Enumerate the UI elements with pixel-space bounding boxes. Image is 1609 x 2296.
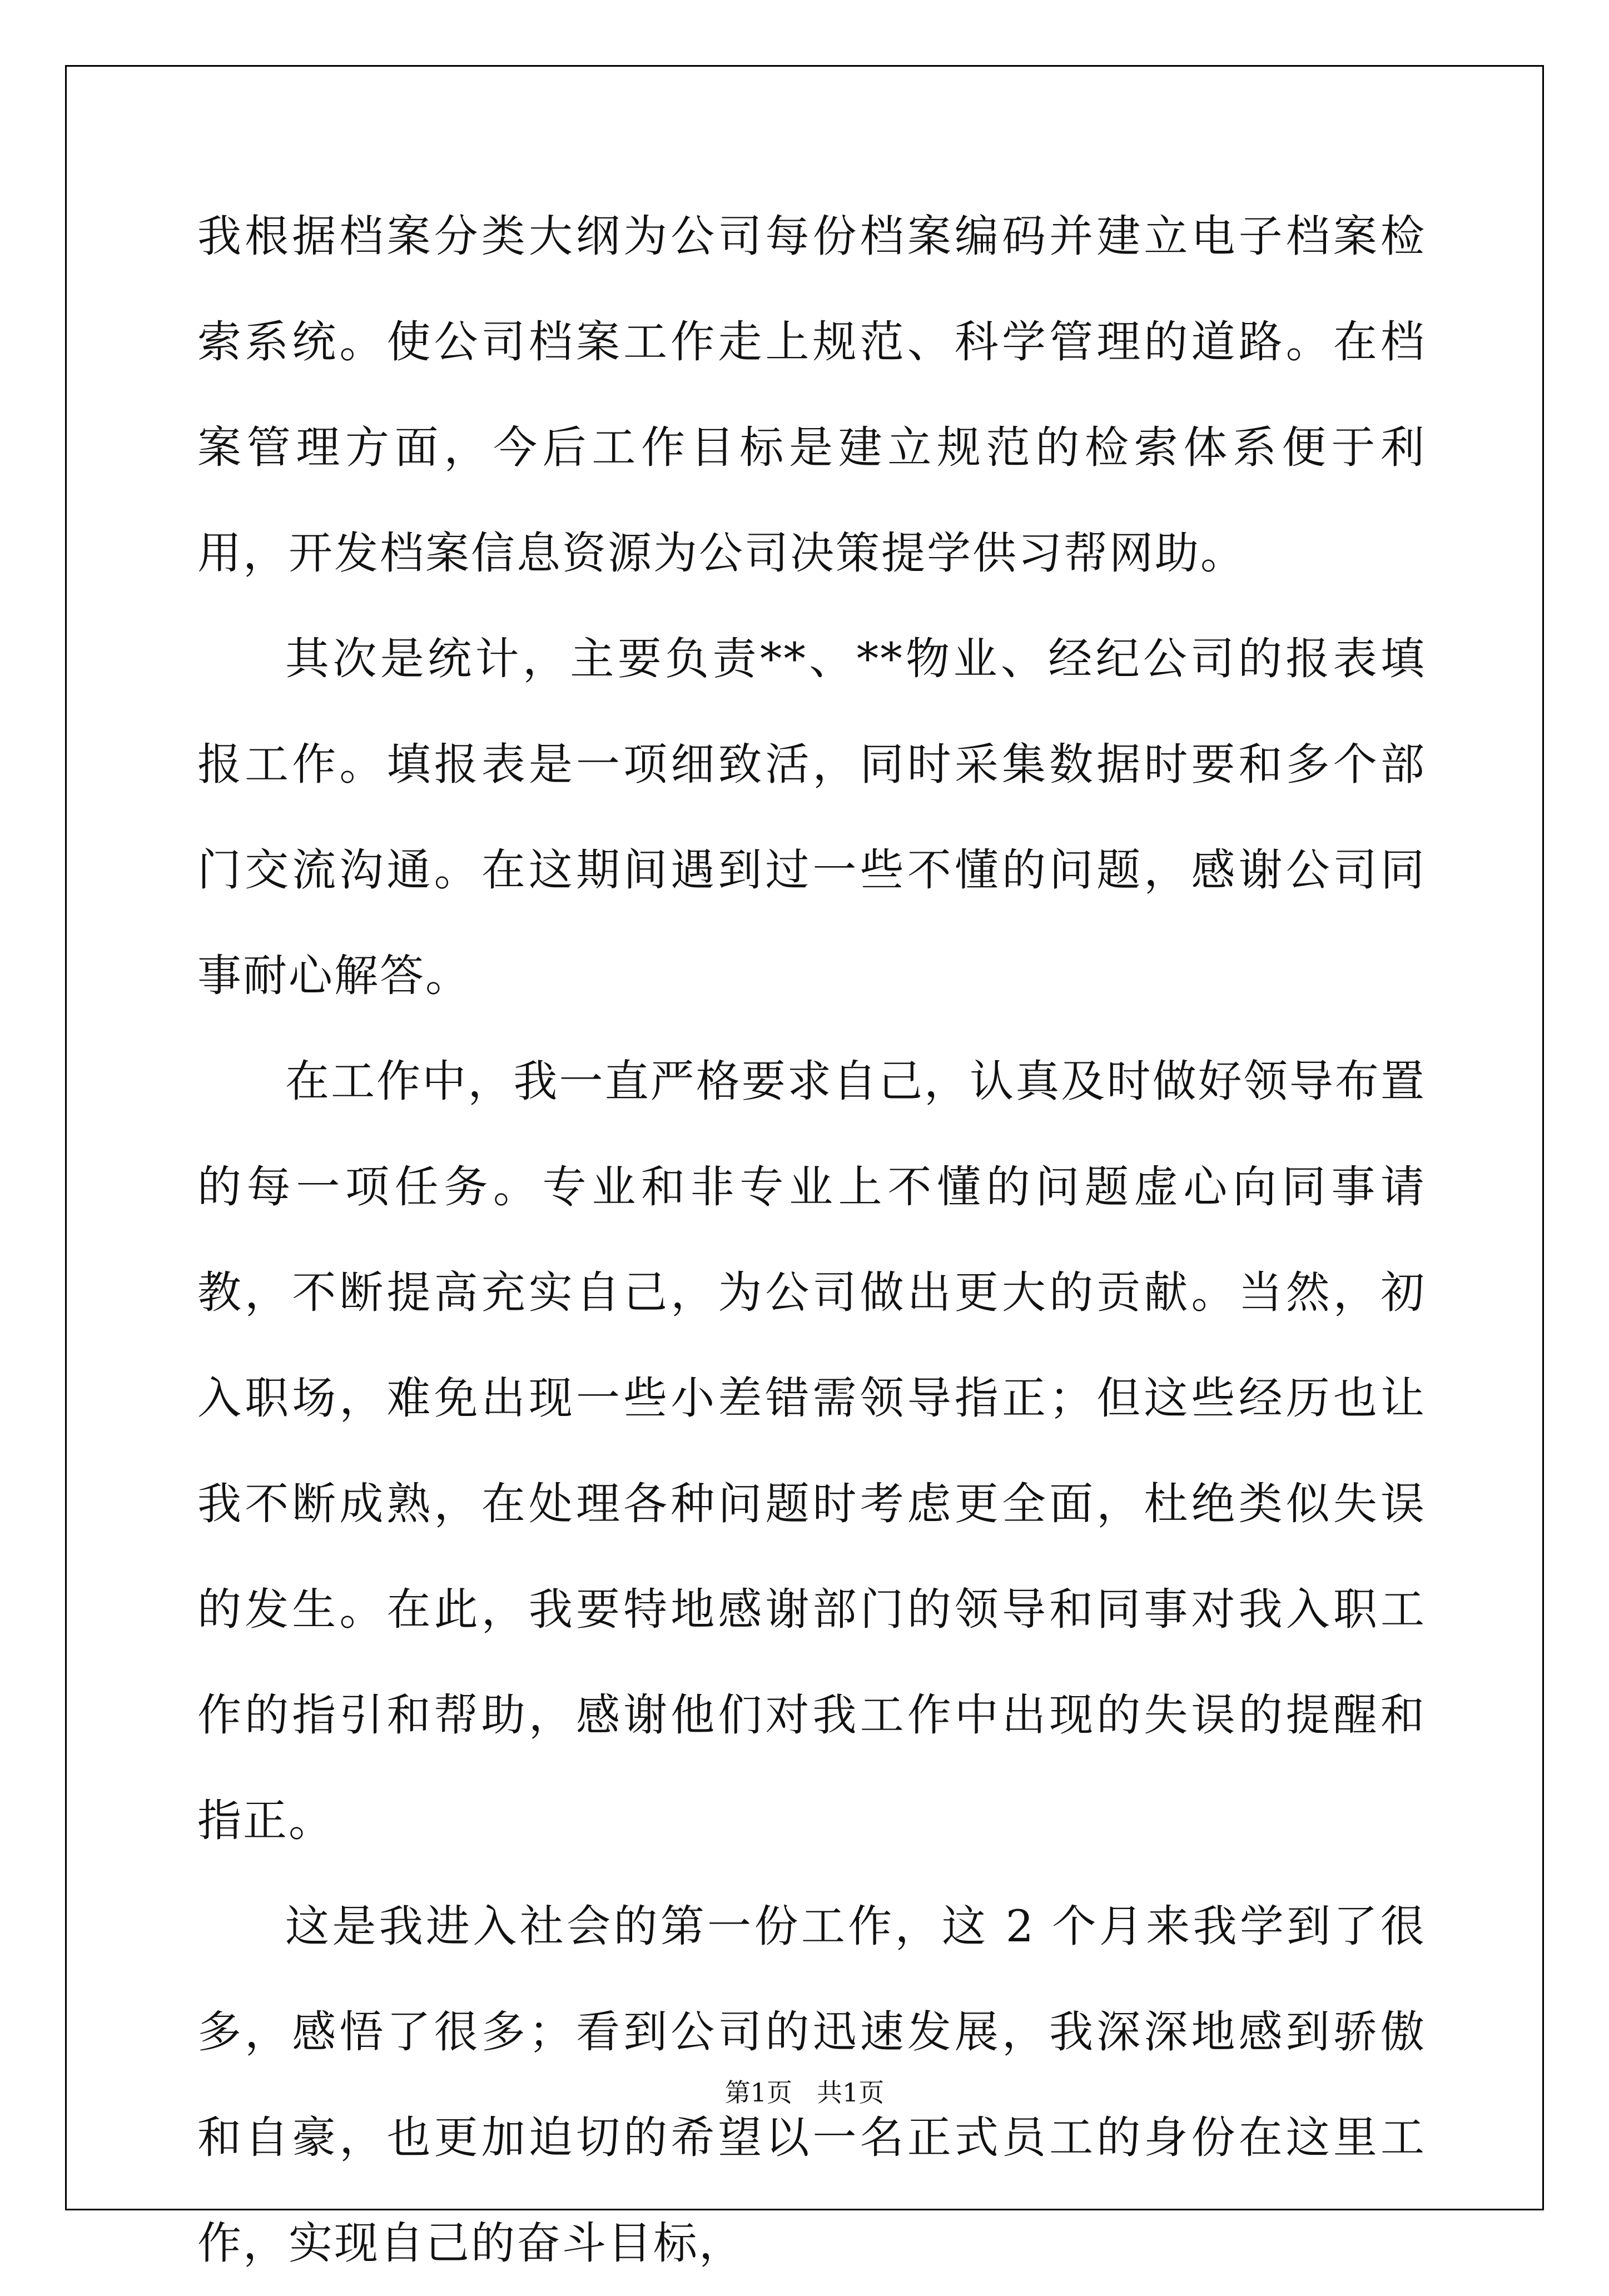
page-footer bbox=[0, 2073, 1609, 2109]
paragraph-4: 这是我进入社会的第一份工作，这 2 个月来我学到了很多，感悟了很多；看到公司的迅速发展，我深深地感到骄傲和自豪，也更加迫切的希望以一名正式员工的身份在这里工作，实现自己的奋斗目标， bbox=[197, 1901, 1426, 2269]
paragraph-3: 在工作中，我一直严格要求自己，认真及时做好领导布置的每一项任务。专业和非专业上不懂的问题虚心向同事请教，不断提高充实自己，为公司做出更大的贡献。当然，初入职场，难免出现一些小差错需领导指正；但这些经历也让我不断成熟，在处理各种问题时考虑更全面，杜绝类似失误的发生。在此，我要特地感谢部门的领导和同事对我入职工作的指引和帮助，感谢他们对我工作中出现的失误的提醒和指正。 bbox=[197, 1056, 1426, 1846]
page-number: 第1页 bbox=[724, 2078, 793, 2108]
paragraph-1: 我根据档案分类大纲为公司每份档案编码并建立电子档案检索系统。使公司档案工作走上规范、科学管理的道路。在档案管理方面，今后工作目标是建立规范的检索体系便于利用，开发档案信息资源为公司决策提学供习帮网助。 bbox=[197, 211, 1426, 579]
page-total: 共1页 bbox=[816, 2078, 885, 2108]
paragraph-2: 其次是统计，主要负责**、**物业、经纪公司的报表填报工作。填报表是一项细致活，同时采集数据时要和多个部门交流沟通。在这期间遇到过一些不懂的问题，感谢公司同事耐心解答。 bbox=[197, 633, 1426, 1001]
document-body bbox=[197, 183, 1426, 2296]
